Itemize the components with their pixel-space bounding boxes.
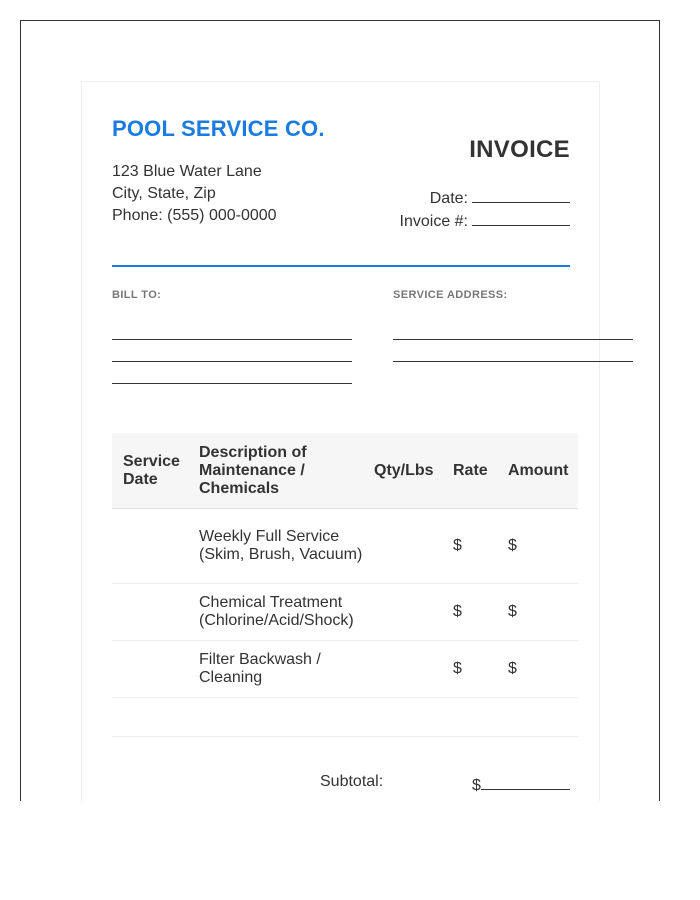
service-address-line-1[interactable] — [393, 339, 633, 340]
table-row — [112, 509, 578, 584]
header-qty: Qty/Lbs — [374, 433, 453, 509]
bill-to-line-3[interactable] — [112, 383, 352, 384]
company-address-line1: 123 Blue Water Lane — [112, 163, 262, 180]
cell-qty[interactable] — [374, 584, 453, 641]
header-divider — [112, 265, 570, 267]
date-blank[interactable] — [472, 186, 570, 203]
cell-description: Chemical Treatment (Chlorine/Acid/Shock) — [199, 584, 374, 641]
subtotal-blank[interactable] — [481, 773, 570, 790]
invoice-number-blank[interactable] — [472, 209, 570, 226]
date-label: Date: — [429, 190, 468, 207]
service-address-line-2[interactable] — [393, 361, 633, 362]
bill-to-line-2[interactable] — [112, 361, 352, 362]
date-field[interactable] — [430, 186, 570, 208]
cell-amount[interactable]: $ — [508, 641, 578, 698]
cell-description[interactable] — [199, 698, 374, 737]
subtotal-currency: $ — [472, 777, 481, 794]
cell-rate[interactable]: $ — [453, 641, 508, 698]
cell-date[interactable] — [112, 641, 199, 698]
bill-to-label: BILL TO: — [112, 289, 162, 301]
company-phone: Phone: (555) 000-0000 — [112, 207, 277, 224]
company-name: POOL SERVICE CO. — [112, 116, 325, 141]
service-address-label: SERVICE ADDRESS: — [393, 289, 508, 301]
cell-date[interactable] — [112, 698, 199, 737]
bill-to-line-1[interactable] — [112, 339, 352, 340]
table-row — [112, 584, 578, 641]
cell-qty[interactable] — [374, 698, 453, 737]
cell-rate[interactable] — [453, 698, 508, 737]
table-header-row — [112, 433, 578, 509]
company-address-line2: City, State, Zip — [112, 185, 216, 202]
invoice-number-label: Invoice #: — [399, 213, 468, 230]
cell-rate[interactable]: $ — [453, 584, 508, 641]
subtotal-field[interactable] — [472, 773, 570, 795]
cell-description: Filter Backwash / Cleaning — [199, 641, 374, 698]
header-rate: Rate — [453, 433, 508, 509]
cell-date[interactable] — [112, 584, 199, 641]
table-row-empty — [112, 698, 578, 737]
invoice-number-field[interactable] — [400, 209, 570, 231]
header-description: Description of Maintenance / Chemicals — [199, 433, 374, 509]
cell-qty[interactable] — [374, 641, 453, 698]
cell-amount[interactable] — [508, 698, 578, 737]
header-service-date: Service Date — [112, 433, 199, 509]
invoice-title: INVOICE — [469, 136, 570, 163]
subtotal-label: Subtotal: — [320, 773, 384, 790]
cell-date[interactable] — [112, 509, 199, 584]
header-amount: Amount — [508, 433, 578, 509]
line-items-table — [112, 433, 578, 737]
cell-description: Weekly Full Service (Skim, Brush, Vacuum) — [199, 509, 374, 584]
cell-qty[interactable] — [374, 509, 453, 584]
table-row — [112, 641, 578, 698]
cell-amount[interactable]: $ — [508, 584, 578, 641]
cell-amount[interactable]: $ — [508, 509, 578, 584]
cell-rate[interactable]: $ — [453, 509, 508, 584]
